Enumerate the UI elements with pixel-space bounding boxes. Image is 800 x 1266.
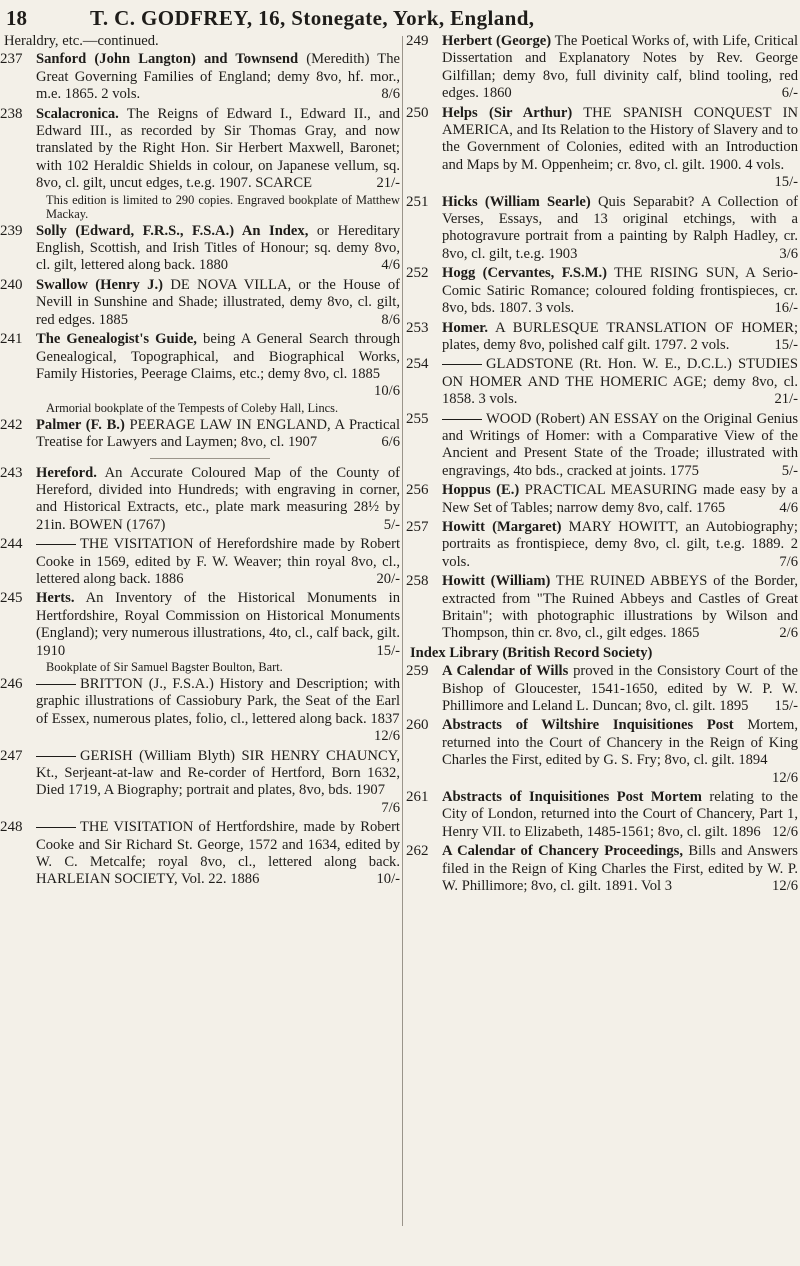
entry-title: Herts.	[36, 590, 75, 607]
library-entry-list	[404, 663, 798, 895]
running-head: T. C. GODFREY, 16, Stonegate, York, England,	[90, 6, 535, 30]
entry-number: 260	[406, 717, 429, 734]
entry-text: THE VISITATION of Hertfordshire, made by Robert Cooke and Sir Richard St. George, 1572 and 1634, edited by W. C. Metcalfe; royal 8vo, cl., lettered along back. HARLEIAN SOCIETY, Vol. 22. 1886	[36, 819, 400, 888]
entry-number: 255	[406, 410, 429, 427]
entry-text: DE NOVA VILLA, or the House of Nevill in Sunshine and Shade; illustrated, demy 8vo, cl. gilt, red edges. 1885	[36, 276, 400, 328]
entry-text: Mortem, returned into the Court of Chancery in the Reign of King Charles the First, edited by G. S. Fry; 8vo, cl. gilt. 1894	[442, 717, 798, 769]
entry-title: Palmer (F. B.)	[36, 416, 125, 433]
column-divider	[402, 36, 403, 1226]
entry-price: 15/-	[774, 174, 798, 191]
section-heading: Heraldry, etc.—continued.	[4, 33, 159, 49]
entry-title: Hogg (Cervantes, F.S.M.)	[442, 265, 607, 282]
catalogue-entry	[404, 717, 798, 787]
entry-number: 245	[0, 590, 23, 607]
entry-number: 246	[0, 676, 23, 692]
entry-title: Abstracts of Wiltshire Inquisitiones Post	[442, 717, 734, 734]
entry-title: Homer.	[442, 319, 489, 336]
catalogue-entry	[404, 482, 798, 517]
entry-title: Sanford (John Langton) and Townsend	[36, 51, 299, 68]
catalogue-entry	[0, 331, 400, 415]
entry-number: 241	[0, 331, 23, 348]
entry-title: Hicks (William Searle)	[442, 193, 591, 210]
catalogue-entry	[0, 536, 400, 588]
entry-price: 8/6	[381, 86, 400, 103]
entry-text: proved in the Consistory Court of the Bishop of Gloucester, 1541-1650, edited by W. P. W. Phillimore and Leland L. Duncan; 8vo, cl. gilt. 1895	[442, 663, 798, 715]
catalogue-entry	[0, 748, 400, 818]
entry-note: Bookplate of Sir Samuel Bagster Boulton, Bart.	[46, 660, 283, 674]
catalogue-entry	[0, 590, 400, 674]
entry-text: being A General Search through Genealogical, Topographical, and Biographical Works, Family Histories, Peerage Claims, etc.; demy 8vo, cl. 1885	[36, 331, 401, 382]
entry-text: GLADSTONE (Rt. Hon. W. E., D.C.L.) STUDIES ON HOMER AND THE HOMERIC AGE; demy 8vo, cl. 1858. 3 vols.	[442, 356, 798, 408]
entry-title: Abstracts of Inquisitiones Post Mortem	[442, 789, 702, 806]
catalogue-entry	[0, 819, 400, 889]
entry-text: The Poetical Works of, with Life, Critical Dissertation and Explanatory Notes by Rev. George Gilfillan; demy 8vo, full divinity calf, blind tooling, red edges. 1860	[442, 33, 798, 102]
entry-text: A BURLESQUE TRANSLATION OF HOMER; plates, demy 8vo, polished calf gilt. 1797. 2 vols.	[442, 319, 799, 353]
entry-number: 257	[406, 518, 429, 535]
entry-price: 4/6	[381, 257, 400, 274]
catalogue-entry	[404, 33, 798, 103]
entry-number: 252	[406, 265, 429, 282]
entry-title: Hereford.	[36, 464, 97, 481]
left-column	[0, 33, 400, 891]
entry-text: PRACTICAL MEASURING made easy by a New Set of Tables; narrow demy 8vo, calf. 1765	[442, 482, 798, 516]
entry-price: 5/-	[383, 516, 400, 533]
entry-title: Solly (Edward, F.R.S., F.S.A.) An Index,	[36, 222, 309, 239]
entry-title: A Calendar of Chancery Proceedings,	[442, 843, 683, 860]
entry-number: 253	[406, 319, 429, 336]
entry-text: An Inventory of the Historical Monuments in Hertfordshire, Royal Commission on Historical Monuments (England); very numerous illustrations, 4to, cl., calf back, gilt. 1910	[36, 590, 401, 659]
entry-text: (Meredith) The Great Governing Families of England; demy 8vo, hf. mor., m.e. 1865. 2 vols.	[36, 51, 400, 103]
entry-number: 243	[0, 464, 23, 481]
catalogue-entry	[404, 320, 798, 355]
entry-price: 5/-	[781, 462, 798, 479]
entry-text: Quis Separabit? A Collection of Verses, Essays, and 13 original etchings, with a photogravure portrait from a painting by Ralph Hadley, cr. 8vo, cl. gilt, t.e.g. 1903	[442, 193, 798, 262]
catalogue-entry	[404, 265, 798, 317]
entry-title: Swallow (Henry J.)	[36, 276, 163, 293]
catalogue-entry	[404, 105, 798, 192]
entry-number: 259	[406, 663, 429, 680]
entry-price: 16/-	[774, 300, 798, 317]
entry-number: 250	[406, 104, 429, 121]
catalogue-entry	[0, 417, 400, 452]
entry-text: GERISH (William Blyth) SIR HENRY CHAUNCY, Kt., Serjeant-at-law and Re-corder of Hertford, Born 1632, Died 1719, A Biography; portrait and plates, 8vo, bds. 1907	[36, 747, 400, 799]
catalogue-entry	[404, 194, 798, 264]
catalogue-entry	[404, 663, 798, 715]
entry-price: 21/-	[774, 391, 798, 408]
entry-price: 12/6	[772, 878, 798, 895]
ditto-rule	[36, 684, 76, 685]
entry-title: Howitt (Margaret)	[442, 518, 562, 535]
entry-price: 15/-	[774, 698, 798, 715]
entry-number: 238	[0, 105, 23, 122]
entry-title: Scalacronica.	[36, 105, 119, 122]
catalogue-entry	[404, 843, 798, 895]
entry-price: 8/6	[381, 311, 400, 328]
entry-price: 12/6	[772, 769, 798, 786]
entry-number: 254	[406, 356, 429, 373]
entry-price: 12/6	[374, 728, 400, 745]
entry-number: 240	[0, 276, 23, 293]
page-header	[0, 6, 800, 32]
entry-price: 10/6	[374, 383, 400, 400]
entry-text: MARY HOWITT, an Autobiography; portraits as frontispiece, demy 8vo, cl. gilt, t.e.g. 1889. 2 vols.	[442, 518, 798, 570]
entry-text: THE RISING SUN, A Serio-Comic Satiric Romance; coloured folding frontispieces, cr. 8vo, bds. 1807. 3 vols.	[442, 265, 799, 317]
catalogue-entry	[0, 676, 400, 746]
entry-title: The Genealogist's Guide,	[36, 331, 197, 348]
entry-title: Helps (Sir Arthur)	[442, 104, 573, 121]
entry-text: An Accurate Coloured Map of the County of Hereford, divided into Hundreds; with engraving in corner, and Historical Extracts, etc., plate mark measuring 28½ by 21in. BOWEN (1767)	[36, 464, 400, 533]
page-number: 18	[6, 6, 27, 30]
entry-number: 237	[0, 51, 23, 68]
catalogue-entry	[404, 573, 798, 643]
entry-text: or Hereditary English, Scottish, and Irish Titles of Honour; sq. demy 8vo, cl. gilt, lettered along back. 1880	[36, 222, 400, 274]
entry-title: Herbert (George)	[442, 33, 552, 49]
entry-text: THE RUINED ABBEYS of the Border, extracted from "The Ruined Abbeys and Castles of Great Britain"; with photographic illustrations by Wilson and Thompson, thin cr. 8vo, cl., gilt edges. 1865	[442, 573, 798, 642]
entry-text: relating to the City of London, returned into the Court of Chancery, Part 1, Henry VII. to Elizabeth, 1485-1561; 8vo, cl. gilt. 1896	[442, 789, 798, 840]
entry-text: THE VISITATION of Herefordshire made by Robert Cooke in 1569, edited by F. W. Weaver; thin royal 8vo, cl., lettered along back. 1886	[36, 536, 400, 587]
entry-number: 247	[0, 747, 23, 764]
entry-price: 7/6	[779, 553, 798, 570]
catalogue-entry	[404, 356, 798, 408]
entry-price: 10/-	[376, 871, 400, 888]
entry-number: 242	[0, 416, 23, 433]
entry-number: 262	[406, 843, 429, 860]
entry-price: 20/-	[376, 570, 400, 587]
catalogue-entry	[0, 277, 400, 329]
entry-title: Howitt (William)	[442, 573, 551, 590]
ditto-rule	[442, 364, 482, 365]
catalogue-entry	[404, 411, 798, 481]
catalogue-entry	[0, 51, 400, 103]
ditto-rule	[36, 756, 76, 757]
entry-price: 12/6	[772, 823, 798, 840]
entry-number: 261	[406, 789, 429, 806]
entry-number: 248	[0, 819, 23, 836]
entry-price: 4/6	[779, 499, 798, 516]
library-heading: Index Library (British Record Society)	[410, 644, 653, 661]
catalogue-entry	[0, 106, 400, 221]
entry-number: 244	[0, 536, 23, 553]
catalogue-entry	[0, 223, 400, 275]
entry-text: PEERAGE LAW IN ENGLAND, A Practical Treatise for Lawyers and Laymen; 8vo, cl. 1907	[36, 416, 400, 451]
entry-price: 21/-	[376, 175, 400, 192]
entry-number: 239	[0, 222, 23, 239]
ditto-rule	[36, 827, 76, 828]
right-entry-list	[404, 33, 798, 643]
catalogue-entry	[0, 465, 400, 535]
entry-text: WOOD (Robert) AN ESSAY on the Original Genius and Writings of Homer: with a Comparative View of the Ancient and Present State of the Troade; illustrated with engravings, 4to bds., cracked at joints. 1775	[442, 410, 798, 479]
left-entry-list	[0, 51, 400, 888]
right-column	[404, 33, 798, 898]
section-separator	[150, 458, 270, 459]
entry-number: 251	[406, 193, 429, 210]
entry-price: 15/-	[774, 336, 798, 353]
entry-price: 2/6	[779, 625, 798, 642]
entry-note: Armorial bookplate of the Tempests of Coleby Hall, Lincs.	[46, 400, 339, 415]
entry-note: This edition is limited to 290 copies. Engraved bookplate of Matthew Mackay.	[46, 192, 400, 221]
entry-text: The Reigns of Edward I., Edward II., and Edward III., as recorded by Sir Thomas Gray, and now translated by the Right Hon. Sir Herbert Maxwell, Baronet; with 102 Heraldic Shields in colour, on Japanese vellum, sq. 8vo, cl. gilt, uncut edges, t.e.g. 1907. SCARCE	[36, 105, 401, 192]
entry-number: 258	[406, 573, 429, 590]
entry-price: 6/6	[381, 434, 400, 451]
entry-number: 256	[406, 482, 429, 499]
ditto-rule	[36, 544, 76, 545]
ditto-rule	[442, 419, 482, 420]
catalogue-entry	[404, 789, 798, 841]
entry-price: 15/-	[376, 642, 400, 659]
entry-price: 3/6	[779, 245, 798, 262]
entry-price: 6/-	[781, 85, 798, 102]
entry-text: Bills and Answers filed in the Reign of King Charles the First, edited by W. P. W. Phillimore; 8vo, cl. gilt. 1891. Vol 3	[442, 843, 798, 895]
entry-text: BRITTON (J., F.S.A.) History and Description; with graphic illustrations of Cassiobury Park, the Seat of the Earl of Essex, numerous plates, folio, cl., lettered along back. 1837	[36, 676, 400, 727]
entry-title: A Calendar of Wills	[442, 663, 569, 680]
entry-title: Hoppus (E.)	[442, 482, 520, 499]
entry-number: 249	[406, 33, 429, 49]
entry-price: 7/6	[381, 799, 400, 816]
entry-text: THE SPANISH CONQUEST IN AMERICA, and Its Relation to the History of Slavery and to the Government of Colonies, edited with an Introduction and Maps by M. Oppenheim; cr. 8vo, cl. gilt. 1900. 4 vols.	[442, 104, 798, 173]
catalogue-entry	[404, 519, 798, 571]
